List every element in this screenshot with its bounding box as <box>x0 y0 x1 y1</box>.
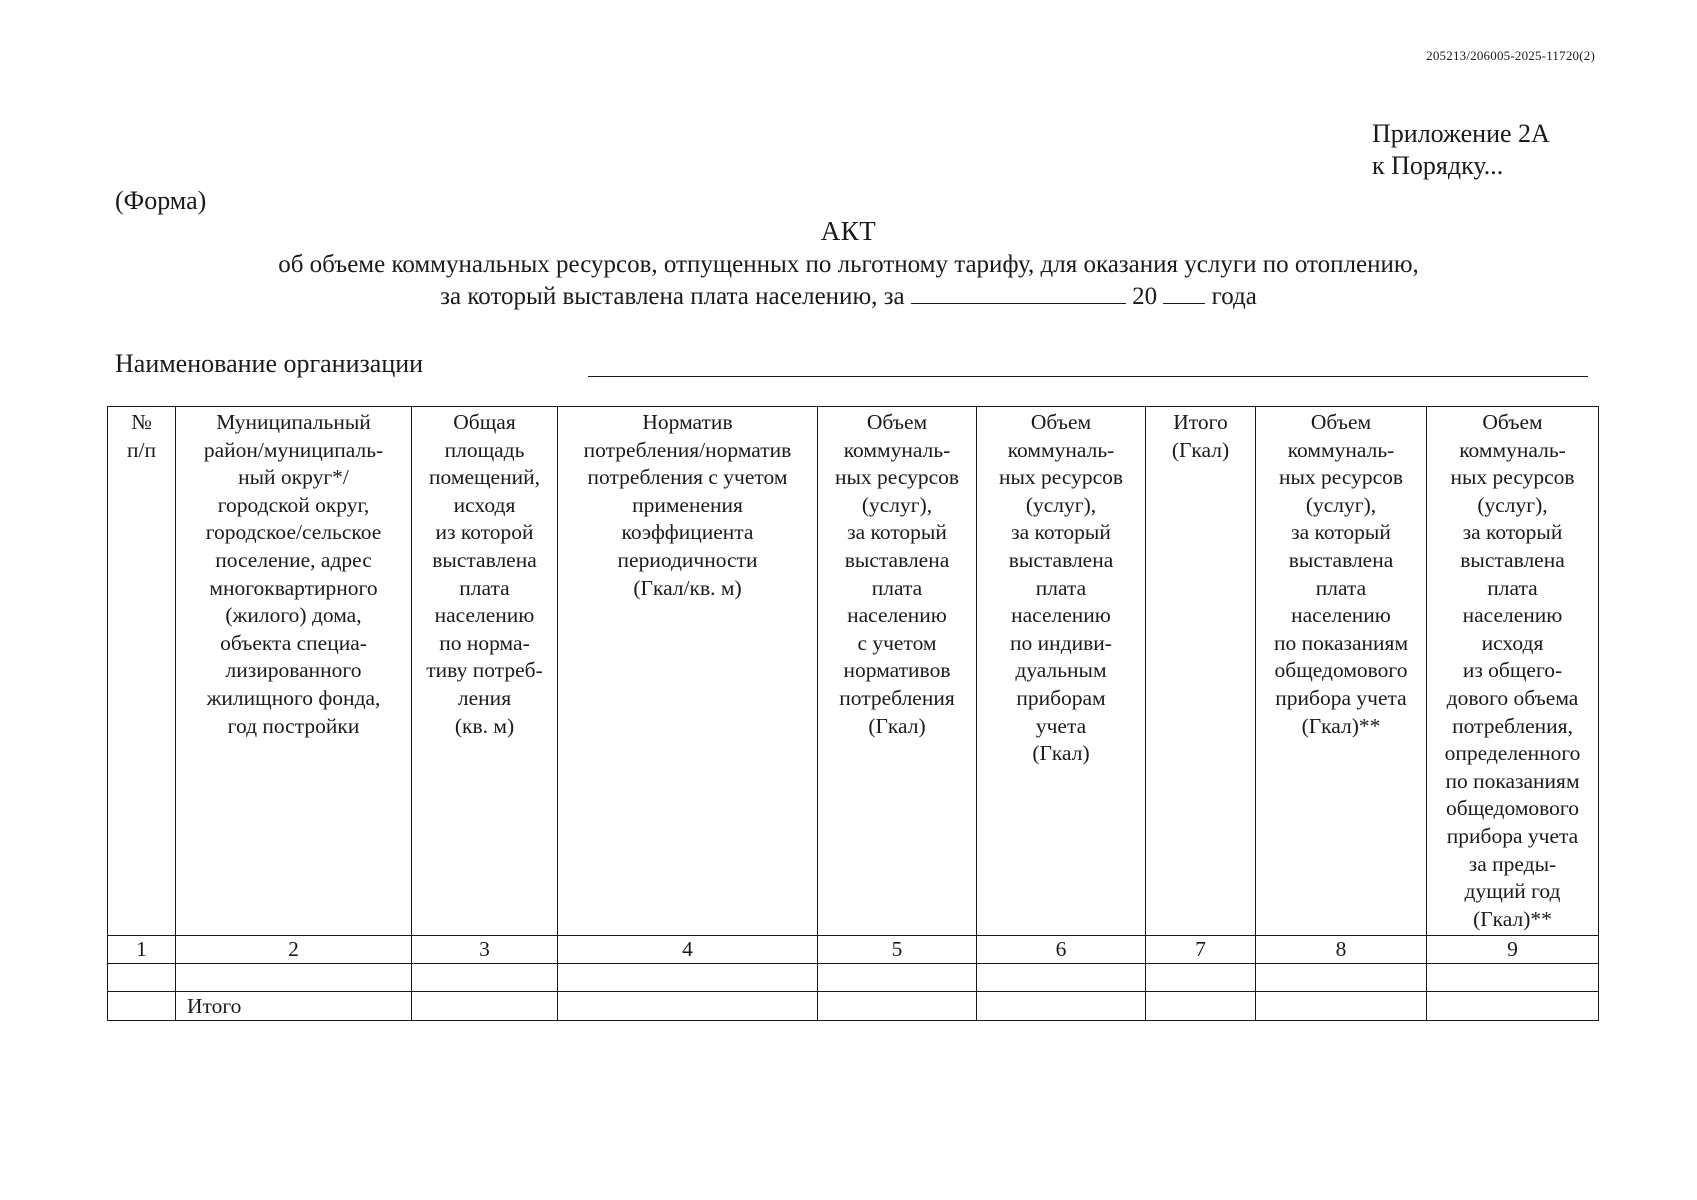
header-text-line: городское/сельское <box>205 520 382 545</box>
table-cell[interactable] <box>977 964 1146 992</box>
header-text-line: (услуг), <box>1305 492 1377 517</box>
organization-label: Наименование организации <box>115 349 424 378</box>
col-header-area <box>412 407 558 936</box>
column-number: 7 <box>1146 936 1256 964</box>
header-text-line: исходя <box>1481 630 1544 655</box>
table-cell[interactable] <box>1427 964 1599 992</box>
total-label: Итого <box>176 992 412 1021</box>
table-cell[interactable] <box>818 992 977 1021</box>
header-text-line: общедомового <box>1446 796 1579 821</box>
subtitle-year-suffix: года <box>1211 283 1257 310</box>
organization-name-field[interactable] <box>588 376 1588 377</box>
header-text-line: объекта специа- <box>220 630 367 655</box>
header-text-line: из которой <box>435 520 534 545</box>
header-text-line: нормативов <box>843 658 951 683</box>
header-text-line: тиву потреб- <box>426 658 543 683</box>
header-text-line: помещений, <box>429 465 540 490</box>
header-text-line: площадь <box>444 437 525 462</box>
column-number: 6 <box>977 936 1146 964</box>
col-header-volume-individual <box>977 407 1146 936</box>
period-blank-field[interactable] <box>911 281 1126 304</box>
header-text-line: плата <box>459 575 510 600</box>
header-text-line: выставлена <box>1008 547 1114 572</box>
header-text-line: по показаниям <box>1445 768 1580 793</box>
table-cell[interactable] <box>108 964 176 992</box>
header-text-line: плата <box>1035 575 1087 600</box>
header-text-line: дового объема <box>1446 685 1579 710</box>
header-text-line: коммуналь- <box>1007 437 1115 462</box>
act-table <box>107 406 1599 1021</box>
header-text-line: (Гкал) <box>1032 741 1090 766</box>
header-text-line: прибора учета <box>1446 823 1579 848</box>
header-text-line: определенного <box>1444 741 1581 766</box>
table-cell[interactable] <box>176 964 412 992</box>
subtitle-year-prefix: 20 <box>1132 283 1158 310</box>
header-text-line: лизированного <box>225 658 362 683</box>
header-text-line: Итого <box>1173 410 1228 434</box>
appendix-line-1: Приложение 2А <box>1372 119 1550 148</box>
table-cell[interactable] <box>1146 964 1256 992</box>
header-text-line: № <box>131 410 152 434</box>
table-cell[interactable] <box>412 964 558 992</box>
header-text-line: населению <box>434 603 535 628</box>
subtitle-period-text: за который выставлена плата населению, за <box>440 283 905 310</box>
header-text-line: (услуг), <box>1025 492 1097 517</box>
header-text-line: за который <box>847 520 947 545</box>
header-text-line: Объем <box>1482 410 1543 434</box>
header-text-line: за преды- <box>1468 851 1557 876</box>
header-text-line: населению <box>1011 603 1111 628</box>
appendix-reference <box>1372 118 1550 182</box>
header-text-line: (жилого) дома, <box>225 603 362 628</box>
header-text-line: коммуналь- <box>1287 437 1395 462</box>
registration-number: 205213/206005-2025-11720(2) <box>1426 48 1595 63</box>
header-text-line: прибора учета <box>1275 685 1407 710</box>
header-text-line: ных ресурсов <box>834 465 960 490</box>
table-cell[interactable] <box>558 992 818 1021</box>
header-text-line: коммуналь- <box>1459 437 1566 462</box>
document-title: АКТ <box>820 216 877 246</box>
header-text-line: ный округ*/ <box>238 465 349 490</box>
col-header-volume-norm <box>818 407 977 936</box>
subtitle-line-1: об объеме коммунальных ресурсов, отпущенных по льготному тарифу, для оказания услуги по отоплению, <box>278 251 1419 278</box>
column-number: 8 <box>1256 936 1427 964</box>
table-row <box>108 964 1599 992</box>
header-text-line: потребления с учетом <box>587 465 788 490</box>
header-text-line: плата <box>1487 575 1538 600</box>
table-cell[interactable] <box>1256 964 1427 992</box>
column-number: 2 <box>176 936 412 964</box>
header-text-line: учета <box>1035 713 1087 738</box>
table-cell[interactable] <box>558 964 818 992</box>
header-text-line: выставлена <box>432 547 537 572</box>
table-cell[interactable] <box>1256 992 1427 1021</box>
header-text-line: Объем <box>866 410 928 434</box>
header-text-line: (Гкал)** <box>1473 906 1552 931</box>
header-text-line: потребления, <box>1452 713 1573 738</box>
header-text-line: исходя <box>453 492 516 517</box>
col-header-total <box>1146 407 1256 936</box>
col-header-address <box>176 407 412 936</box>
column-number-row <box>108 936 1599 964</box>
header-text-line: населению <box>1462 603 1563 628</box>
header-text-line: применения <box>632 492 743 517</box>
header-text-line: потребления <box>839 685 955 710</box>
header-text-line: (Гкал) <box>868 713 926 738</box>
appendix-line-2: к Порядку... <box>1372 151 1504 180</box>
col-header-number <box>108 407 176 936</box>
header-text-line: поселение, адрес <box>215 547 372 572</box>
table-cell[interactable] <box>977 992 1146 1021</box>
header-text-line: (кв. м) <box>454 713 515 738</box>
header-text-line: Объем <box>1310 410 1372 434</box>
header-text-line: ных ресурсов <box>1278 465 1404 490</box>
header-text-line: по индиви- <box>1010 630 1112 655</box>
year-blank-field[interactable] <box>1163 281 1205 304</box>
header-text-line: ных ресурсов <box>998 465 1124 490</box>
header-text-line: (услуг), <box>1477 492 1548 517</box>
form-label: (Форма) <box>115 186 207 215</box>
header-text-line: из общего- <box>1462 658 1563 683</box>
header-text-line: по показаниям <box>1273 630 1409 655</box>
header-text-line: выставлена <box>844 547 950 572</box>
header-text-line: коэффициента <box>621 520 754 545</box>
col-header-norm <box>558 407 818 936</box>
table-cell[interactable] <box>412 992 558 1021</box>
header-text-line: дущий год <box>1464 879 1561 904</box>
header-text-line: населению <box>847 603 947 628</box>
column-number: 1 <box>108 936 176 964</box>
table-cell[interactable] <box>108 992 176 1021</box>
header-text-line: Муниципальный <box>216 410 371 434</box>
header-text-line: Общая <box>453 410 516 434</box>
header-text-line: п/п <box>127 437 156 462</box>
column-number: 4 <box>558 936 818 964</box>
total-row <box>108 992 1599 1021</box>
header-text-line: ления <box>457 685 512 710</box>
header-text-line: ных ресурсов <box>1450 465 1575 490</box>
header-text-line: жилищного фонда, <box>206 685 381 710</box>
header-text-line: за который <box>1291 520 1391 545</box>
header-text-line: (услуг), <box>861 492 933 517</box>
header-text-line: городской округ, <box>217 492 370 517</box>
header-text-line: плата <box>1315 575 1367 600</box>
header-text-line: приборам <box>1016 685 1106 710</box>
header-text-line: Норматив <box>642 410 733 434</box>
col-header-volume-common <box>1256 407 1427 936</box>
column-number: 9 <box>1427 936 1599 964</box>
header-text-line: выставлена <box>1460 547 1565 572</box>
header-text-line: общедомового <box>1274 658 1408 683</box>
column-number: 3 <box>412 936 558 964</box>
subtitle-line-2 <box>0 281 1697 313</box>
header-text-line: выставлена <box>1288 547 1394 572</box>
col-header-volume-previous-year <box>1427 407 1599 936</box>
table-header-row <box>108 407 1599 936</box>
table-cell[interactable] <box>1146 992 1256 1021</box>
header-text-line: за который <box>1462 520 1563 545</box>
header-text-line: дуальным <box>1015 658 1107 683</box>
header-text-line: многоквартирного <box>209 575 378 600</box>
header-text-line: плата <box>871 575 923 600</box>
header-text-line: район/муниципаль- <box>203 437 384 462</box>
header-text-line: Объем <box>1030 410 1092 434</box>
header-text-line: год постройки <box>227 713 360 738</box>
header-text-line: с учетом <box>857 630 937 655</box>
header-text-line: периодичности <box>617 547 758 572</box>
header-text-line: коммуналь- <box>843 437 951 462</box>
document-subtitle <box>0 249 1697 313</box>
header-text-line: населению <box>1291 603 1391 628</box>
header-text-line: (Гкал) <box>1171 437 1230 462</box>
header-text-line: потребления/норматив <box>583 437 792 462</box>
header-text-line: за который <box>1011 520 1111 545</box>
table-cell[interactable] <box>1427 992 1599 1021</box>
column-number: 5 <box>818 936 977 964</box>
header-text-line: (Гкал)** <box>1301 713 1381 738</box>
header-text-line: (Гкал/кв. м) <box>633 575 742 600</box>
header-text-line: по норма- <box>439 630 530 655</box>
table-cell[interactable] <box>818 964 977 992</box>
